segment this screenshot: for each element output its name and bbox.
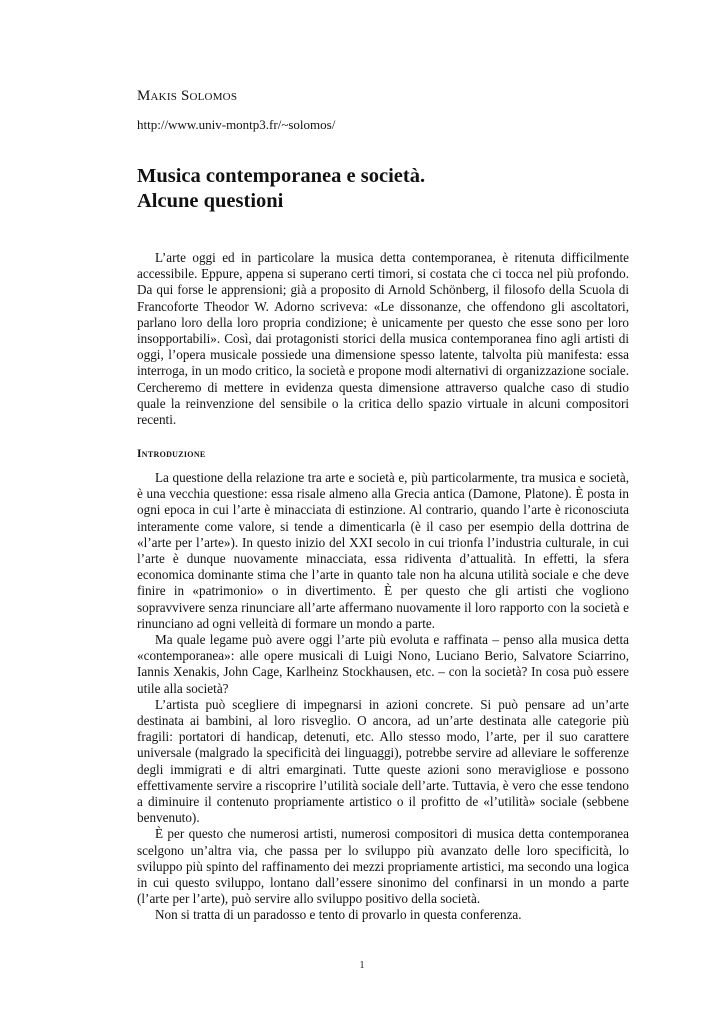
paragraph: Non si tratta di un paradosso e tento di provarlo in questa conferenza. (155, 907, 522, 923)
section-heading: Introduzione (137, 448, 206, 460)
abstract-paragraph: L’arte oggi ed in particolare la musica detta contemporanea, è ritenuta difficilmente accessibile. Eppure, appena si superano certi timori, si costata che ci tocca nel più profondo. Da qui forse le apprensioni; già a proposito di Arnold Schönberg, il filosofo della Scuola di Francoforte Theodor W. Adorno scriveva: «Le dissonanze, che offendono gli ascoltatori, parlano loro della loro propria condizione; è unicamente per questo che esse sono per loro insopportabili». Così, dai protagonisti storici della musica contemporanea fino agli artisti di oggi, l’opera musicale possiede una dimensione spesso latente, talvolta più manifesta: essa interroga, in un modo critico, la società e propone modi alternativi di organizzazione sociale. Cercheremo di mettere in evidenza questa dimensione attraverso qualche caso di studio quale la reinvenzione del sensibile o la critica dello spazio virtuale in alcuni compositori recenti. (137, 250, 629, 428)
paragraph: La questione della relazione tra arte e società e, più particolarmente, tra musica e società, è una vecchia questione: essa risale almeno alla Grecia antica (Damone, Platone). È posta in ogni epoca in cui l’arte è minacciata di estinzione. Al contrario, quando l’arte è riconosciuta interamente come valore, si tende a dimenticarla (è il caso per esempio della dottrina de «l’arte per l’arte»). In questo inizio del XXI secolo in cui trionfa l’industria culturale, in cui l’arte è dunque nuovamente minacciata, essa ridiventa d’attualità. In effetti, la sfera economica dominante stima che l’arte in quanto tale non ha alcuna utilità sociale e che deve finire in «patrimonio» o in divertimento. È per questo che gli artisti che vogliono sopravvivere senza rinunciare all’arte affermano nuovamente il loro rapporto con la società e rinunciano ad ogni velleità di formare un mondo a parte. (137, 470, 629, 631)
author-name: Makis Solomos (137, 88, 238, 104)
paragraph: È per questo che numerosi artisti, numerosi compositori di musica detta contemporanea scelgono un’altra via, che passa per lo sviluppo più avanzato delle loro specificità, lo sviluppo più spinto del raffinamento dei mezzi propriamente artistici, ma secondo una logica in cui questo sviluppo, lontano dall’essere sinonimo del confinarsi in un mondo a parte (l’arte per l’arte), può servire allo sviluppo positivo della società. (137, 826, 629, 907)
abstract (137, 250, 629, 428)
document-title (137, 164, 637, 214)
section-body (137, 470, 629, 924)
paragraph: L’artista può scegliere di impegnarsi in azioni concrete. Si può pensare ad un’arte destinata ai bambini, al loro risveglio. O ancora, ad un’arte destinata alle categorie più fragili: portatori di handicap, detenuti, etc. Allo stesso modo, l’arte, per il suo carattere universale (malgrado la specificità dei linguaggi), potrebbe servire ad alleviare le sofferenze degli immigrati e di altri emarginati. Tutte queste azioni sono meravigliose e possono effettivamente servire a riscoprire l’utilità sociale dell’arte. Tuttavia, è vero che esse tendono a diminuire il contenuto propriamente artistico o il profitto de «l’utilità» sociale (sebbene benvenuto). (137, 696, 629, 826)
title-line-2: Alcune questioni (137, 190, 284, 212)
page-number: 1 (359, 960, 365, 971)
title-line-1: Musica contemporanea e società. (137, 165, 426, 187)
author-url[interactable]: http://www.univ-montp3.fr/~solomos/ (137, 117, 336, 132)
paragraph: Ma quale legame può avere oggi l’arte più evoluta e raffinata – penso alla musica detta «contemporanea»: alle opere musicali di Luigi Nono, Luciano Berio, Salvatore Sciarrino, Iannis Xenakis, John Cage, Karlheinz Stockhausen, etc. – con la società? In cosa può essere utile alla società? (137, 632, 629, 696)
